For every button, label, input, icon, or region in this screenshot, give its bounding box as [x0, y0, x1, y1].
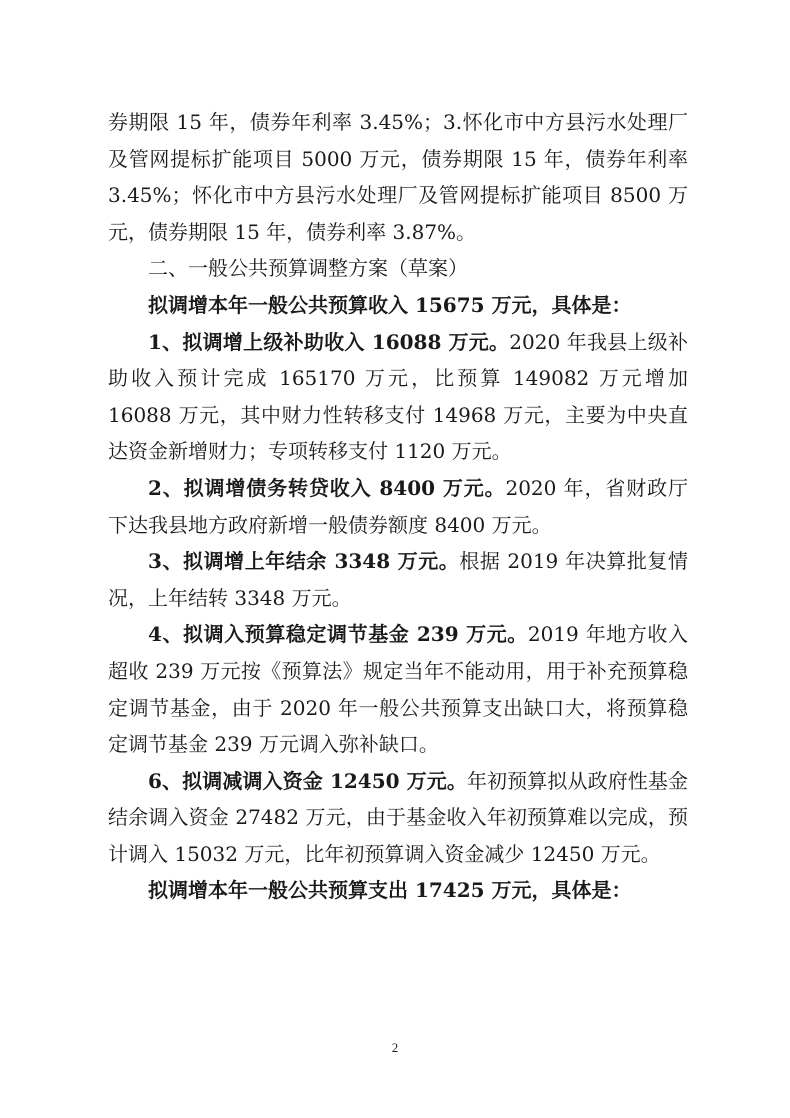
- paragraph-revenue-increase-heading: 拟调增本年一般公共预算收入 15675 万元，具体是：: [148, 292, 632, 317]
- paragraph-item-4: [108, 616, 688, 762]
- paragraph-item-3: [108, 543, 688, 616]
- item-6-lead: 6、拟调减调入资金 12450 万元。: [148, 768, 467, 793]
- item-2-lead: 2、拟调增债务转贷收入 8400 万元。: [148, 475, 506, 500]
- item-6-body: 年初预算拟从政府性基金结余调入资金 27482 万元，由于基金收入年初预算难以完成，预计调入 15032 万元，比年初预算调入资金减少 12450 万元。: [108, 768, 689, 866]
- item-3-lead: 3、拟调增上年结余 3348 万元。: [148, 549, 460, 574]
- page-number: 2: [391, 1040, 399, 1055]
- item-1-body: 2020 年我县上级补助收入预计完成 165170 万元，比预算 149082 万元增加 16088 万元，其中财力性转移支付 14968 万元，主要为中央直达资金新增财力；专项转移支付 1120 万元。: [108, 329, 689, 464]
- item-4-lead: 4、拟调入预算稳定调节基金 239 万元。: [148, 622, 528, 647]
- item-3-body: 根据 2019 年决算批复情况，上年结转 3348 万元。: [108, 549, 688, 610]
- paragraph-item-1: [108, 324, 688, 470]
- item-4-body: 2019 年地方收入超收 239 万元按《预算法》规定当年不能动用，用于补充预算稳定调节基金，由于 2020 年一般公共预算支出缺口大，将预算稳定调节基金 239 万元调入弥补缺口。: [108, 622, 688, 757]
- paragraph-item-2: [108, 470, 688, 543]
- paragraph-bond-details: 券期限 15 年，债券年利率 3.45%；3.怀化市中方县污水处理厂及管网提标扩能项目 5000 万元，债券期限 15 年，债券年利率 3.45%；怀化市中方县污水处理厂及管网提标扩能项目 8500 万元，债券期限 15 年，债券利率 3.87%。: [108, 110, 688, 244]
- paragraph-expenditure-increase-heading: 拟调增本年一般公共预算支出 17425 万元，具体是：: [148, 878, 632, 903]
- item-2-body: 2020 年，省财政厅下达我县地方政府新增一般债券额度 8400 万元。: [108, 475, 688, 537]
- section-heading-general-budget: 二、一般公共预算调整方案（草案）: [148, 256, 468, 281]
- item-1-lead: 1、拟调增上级补助收入 16088 万元。: [148, 329, 510, 354]
- paragraph-item-6: [108, 763, 688, 873]
- body-text: [108, 104, 688, 909]
